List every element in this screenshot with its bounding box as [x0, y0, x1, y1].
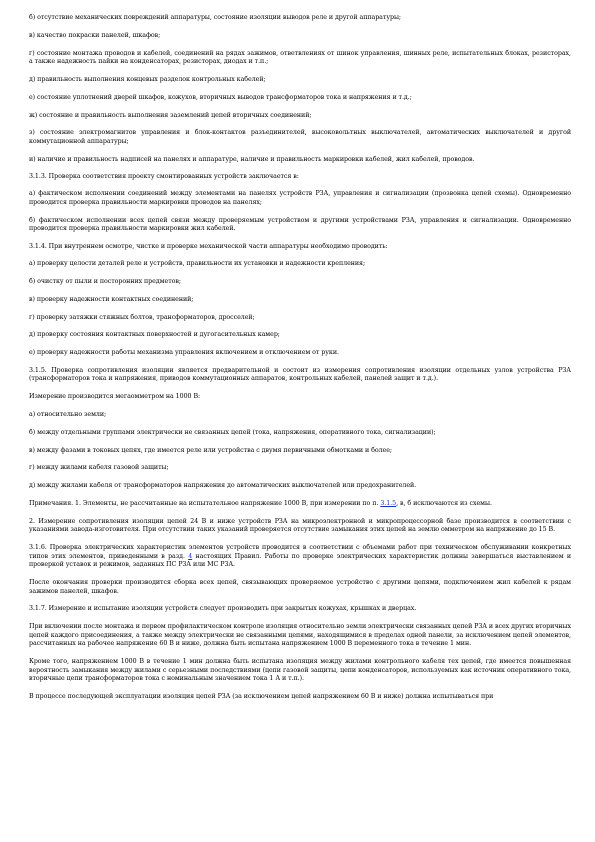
paragraph: д) правильность выполнения концевых разделок контрольных кабелей;: [29, 75, 266, 83]
section-link-4[interactable]: 4: [188, 552, 193, 560]
paragraph: а) фактическом исполнении соединений между элементами на панелях устройств РЗА, управления и сигнализации (прозвонка цепей схемы). Одновременно проводится проверка правильности маркировки проводов на панелях;: [29, 190, 571, 207]
paragraph: е) состояние уплотнений дверей шкафов, кожухов, вторичных выводов трансформаторов тока и напряжения и т.д.;: [29, 93, 412, 101]
section-heading-3-1-4: 3.1.4. При внутреннем осмотре, чистке и проверке механической части аппаратуры необходимо проводить:: [29, 243, 388, 251]
paragraph: В процессе последующей эксплуатации изоляция цепей РЗА (за исключением цепей напряжением 60 В и ниже) должна испытываться при: [29, 693, 494, 701]
section-text-after: настоящих Правил. Работы по проверке электрических характеристик должны завершаться выставлением и проверкой уставок и режимов, заданных ПС РЗА или МС РЗА.: [29, 552, 571, 569]
section-heading-3-1-3: 3.1.3. Проверка соответствия проекту смонтированных устройств заключается в:: [29, 173, 299, 181]
paragraph: з) состояние электромагнитов управления и блок-контактов разъединителей, высоковольтных выключателей, автоматических выключателей и другой коммутационной аппаратуры;: [29, 129, 571, 145]
paragraph: г) состояние монтажа проводов и кабелей, соединений на рядах зажимов, ответвлениях от шинок управления, шинных реле, испытательных блоках, резисторах, а также надежность пайки на конденсаторах, резисторах, диодах и т.п.;: [29, 49, 571, 66]
paragraph: б) фактическом исполнении всех цепей связи между проверяемым устройством и другими устройствами РЗА, управления и сигнализации. Одновременно проводится проверка правильности маркировки жил кабелей.: [29, 216, 571, 233]
paragraph: ж) состояние и правильность выполнения заземлений цепей вторичных соединений;: [29, 111, 312, 119]
paragraph: б) отсутствие механических повреждений аппаратуры, состояние изоляции выводов реле и другой аппаратуры;: [29, 14, 401, 21]
paragraph: д) между жилами кабеля от трансформаторов напряжения до автоматических выключателей или предохранителей.: [29, 482, 417, 490]
paragraph: Измерение производится мегаомметром на 1000 В:: [29, 393, 201, 401]
paragraph: г) между жилами кабеля газовой защиты;: [29, 464, 169, 472]
paragraph: При включении после монтажа и первом профилактическом контроле изоляция относительно земли электрически связанных цепей РЗА и всех других вторичных цепей каждого присоединения, а также между электрически не связанными цепями, находящимися в пределах одной панели, за исключением цепей элементов, рассчитанных на рабочее напряжение 60 В и ниже, должна быть испытана напряжением 1000 В переменного тока в течение 1 мин.: [29, 623, 571, 648]
note-paragraph: [29, 500, 571, 509]
document-body: [29, 14, 571, 711]
paragraph: д) проверку состояния контактных поверхностей и дугогасительных камер;: [29, 331, 280, 339]
paragraph: После окончания проверки производится сборка всех цепей, связывающих проверяемое устройство с другими цепями, подключением жил кабелей к рядам зажимов панелей, шкафов.: [29, 579, 571, 595]
paragraph: а) проверку целости деталей реле и устройств, правильности их установки и надежности крепления;: [29, 260, 366, 268]
paragraph: б) между отдельными группами электрически не связанных цепей (тока, напряжения, оперативного тока, сигнализации);: [29, 428, 436, 436]
paragraph: г) проверку затяжки стяжных болтов, трансформаторов, дросселей;: [29, 313, 255, 321]
note-text-before: Примечания. 1. Элементы, не рассчитанные на испытательное напряжение 1000 В, при измерении по п.: [29, 499, 381, 507]
paragraph: б) очистку от пыли и посторонних предметов;: [29, 277, 181, 285]
paragraph: в) между фазами в токовых цепях, где имеется реле или устройства с двумя первичными обмотками и более;: [29, 446, 392, 454]
paragraph: а) относительно земли;: [29, 411, 107, 418]
section-text-before: 3.1.6. Проверка электрических характеристик элементов устройств проводится в соответствии с объемами работ при техническом обслуживании конкретных типов этих элементов, приведенными в разд.: [29, 544, 571, 560]
paragraph: в) проверку надежности контактных соединений;: [29, 295, 194, 303]
section-3-1-7: 3.1.7. Измерение и испытание изоляции устройств следует производить при закрытых кожухах, крышках и дверцах.: [29, 605, 417, 613]
section-3-1-6: [29, 544, 571, 570]
paragraph: в) качество покраски панелей, шкафов;: [29, 31, 161, 39]
section-3-1-5: 3.1.5. Проверка сопротивления изоляции является предварительной и состоит из измерения сопротивления изоляции отдельных узлов устройства РЗА (трансформаторов тока и напряжения, приводов коммутационных аппаратов, контрольных кабелей, панелей защит и т.д.).: [29, 366, 571, 383]
paragraph: е) проверку надежности работы механизма управления включением и отключением от руки.: [29, 349, 339, 357]
note-text-after: , в, б исключаются из схемы.: [396, 499, 492, 507]
paragraph: и) наличие и правильность надписей на панелях и аппаратуре, наличие и правильность маркировки кабелей, жил кабелей, проводов.: [29, 155, 475, 163]
paragraph: 2. Измерение сопротивления изоляции цепей 24 В и ниже устройств РЗА на микроэлектронной и микропроцессорной базе производится в соответствии с указаниями завода-изготовителя. При отсутствии таких указаний проверяется отсутствие замыкания этих цепей на землю омметром на напряжение до 15 В.: [29, 517, 571, 534]
paragraph: Кроме того, напряжением 1000 В в течение 1 мин должна быть испытана изоляция между жилами контрольного кабеля тех цепей, где имеется повышенная вероятность замыкания между жилами с серьезными последствиями (цепи газовой защиты, цепи конденсаторов, используемых как источник оперативного тока, вторичные цепи трансформаторов тока с номинальным значением тока 1 А и т.п.).: [29, 658, 571, 683]
section-link-3-1-5[interactable]: 3.1.5: [380, 499, 397, 507]
